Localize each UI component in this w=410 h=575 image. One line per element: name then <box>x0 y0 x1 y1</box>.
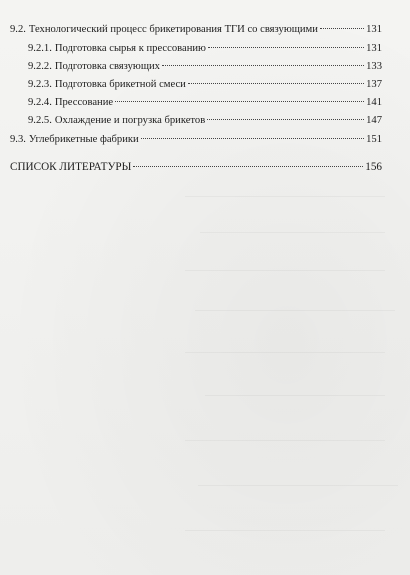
toc-entry-number: 9.3. <box>10 134 26 145</box>
toc-entry-page: 151 <box>366 134 382 145</box>
toc-entry-number: 9.2.1. <box>28 43 52 54</box>
bleed-through-line <box>185 196 385 197</box>
bleed-through-line <box>198 485 398 486</box>
toc-entry-title: Подготовка брикетной смеси <box>54 79 186 90</box>
toc-entry-page: 156 <box>365 161 382 173</box>
dot-leader <box>133 166 363 167</box>
toc-entry-title: Технологический процесс брикетирования ТГИ со связующими <box>28 24 318 35</box>
toc-entry-number: 9.2.2. <box>28 61 52 72</box>
toc-entry-title: Охлаждение и погрузка брикетов <box>54 115 206 126</box>
toc-entry <box>10 24 382 36</box>
dot-leader <box>162 65 364 66</box>
bleed-through-line <box>205 395 385 396</box>
toc-entry-number: 9.2.3. <box>28 79 52 90</box>
bleed-through-line <box>185 352 385 353</box>
toc-entry <box>28 79 382 91</box>
toc-entry <box>28 97 382 109</box>
toc-entry-page: 131 <box>366 43 382 54</box>
bleed-through-line <box>200 232 385 233</box>
bleed-through-line <box>185 440 385 441</box>
dot-leader <box>320 28 364 29</box>
toc-entry <box>10 134 382 146</box>
bleed-through-line <box>185 270 385 271</box>
toc-entry-number: 9.2.4. <box>28 97 52 108</box>
bleed-through-line <box>185 530 385 531</box>
toc-entry-title: СПИСОК ЛИТЕРАТУРЫ <box>10 161 132 173</box>
dot-leader <box>115 101 364 102</box>
bleed-through-line <box>195 310 395 311</box>
toc-entry-page: 133 <box>366 61 382 72</box>
dot-leader <box>141 138 364 139</box>
toc-entry-number: 9.2.5. <box>28 115 52 126</box>
dot-leader <box>188 83 364 84</box>
toc-entry-title: Углебрикетные фабрики <box>28 134 139 145</box>
toc-entry-page: 131 <box>366 24 382 35</box>
toc-entry-page: 137 <box>366 79 382 90</box>
toc-entry <box>28 115 382 127</box>
dot-leader <box>208 47 364 48</box>
toc-entry-page: 147 <box>366 115 382 126</box>
toc-entry <box>28 61 382 73</box>
toc-entry-page: 141 <box>366 97 382 108</box>
toc-entry-title: Подготовка связующих <box>54 61 160 72</box>
toc-entry-title: Подготовка сырья к прессованию <box>54 43 206 54</box>
toc-entry-number: 9.2. <box>10 24 26 35</box>
toc-entry-bibliography <box>10 161 382 173</box>
toc-entry-title: Прессование <box>54 97 114 108</box>
toc-entry <box>28 43 382 55</box>
dot-leader <box>207 119 364 120</box>
